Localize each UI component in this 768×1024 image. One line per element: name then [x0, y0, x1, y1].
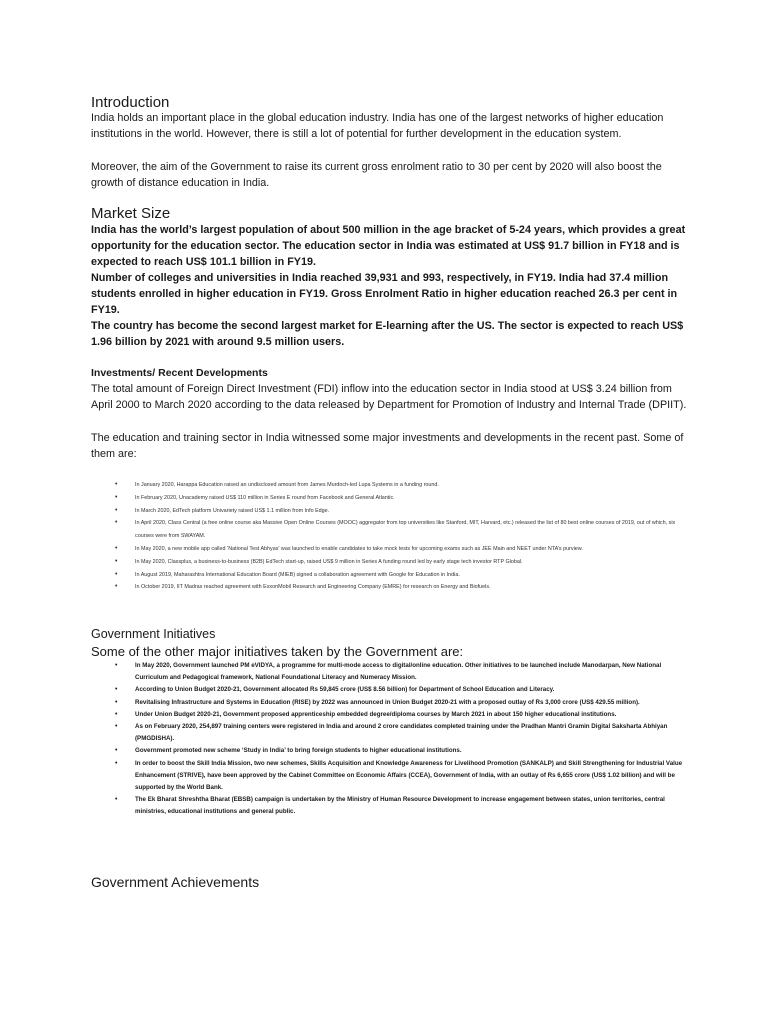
investments-list — [115, 479, 687, 594]
government-initiatives-list — [115, 660, 687, 819]
government-initiatives-heading: Government Initiatives — [91, 627, 216, 641]
market-paragraph-1: India has the world’s largest population of about 500 million in the age bracket of 5-24 years, which provides a great opportunity for the education sector. The education sector in India was estimated at US$ 91.7 billion in FY18 and is expected to reach US$ 101.1 billion in FY19. — [91, 224, 686, 268]
list-item: • Under Union Budget 2020-21, Government proposed apprenticeship embedded degree/diploma courses by March 2021 in about 150 higher educational institutions. — [115, 709, 687, 721]
introduction-heading: Introduction — [91, 94, 170, 111]
investments-paragraph-2: The education and training sector in India witnessed some major investments and developments in the recent past. Some of them are: — [91, 432, 684, 460]
list-item: • In February 2020, Unacademy raised US$ 110 million in Series E round from Facebook and General Atlantic. — [115, 492, 687, 505]
list-item: • Government promoted new scheme ‘Study in India’ to bring foreign students to higher educational institutions. — [115, 745, 687, 757]
list-item: • In March 2020, EdTech platform Univariety raised US$ 1.1 million from Info Edge. — [115, 505, 687, 518]
market-paragraph-3: The country has become the second largest market for E-learning after the US. The sector is expected to reach US$ 1.96 billion by 2021 with around 9.5 million users. — [91, 320, 684, 348]
list-item: • In October 2019, IIT Madras reached agreement with ExxonMobil Research and Engineering Company (EMRE) for research on Energy and Biofuels. — [115, 581, 687, 594]
government-achievements-heading: Government Achievements — [91, 874, 260, 890]
list-item: • In May 2020, Government launched PM eVIDYA, a programme for multi-mode access to digital/online education. Other initiatives to be launched include Manodarpan, New National Curriculum and Pedagogical framework, National Foundational Literacy and Numeracy Mission. — [115, 660, 687, 684]
list-item: • The Ek Bharat Shreshtha Bharat (EBSB) campaign is undertaken by the Ministry of Human Resource Development to increase engagement between states, union territories, central ministries, educational institutions and general public. — [115, 794, 687, 818]
market-paragraph-2: Number of colleges and universities in India reached 39,931 and 993, respectively, in FY19. India had 37.4 million students enrolled in higher education in FY19. Gross Enrolment Ratio in higher education reached 26.3 per cent in FY19. — [91, 272, 678, 316]
list-item: • In order to boost the Skill India Mission, two new schemes, Skills Acquisition and Knowledge Awareness for Livelihood Promotion (SANKALP) and Skill Strengthening for Industrial Value Enhancement (STRIVE), have been approved by the Cabinet Committee on Economic Affairs (CCEA), Government of India, with an outlay of Rs 6,655 crore (US$ 1.02 billion) and will be supported by the World Bank. — [115, 758, 687, 795]
list-item: • Revitalising Infrastructure and Systems in Education (RISE) by 2022 was announced in Union Budget 2020-21 with a proposed outlay of Rs 3,000 crore (US$ 429.55 million). — [115, 697, 687, 709]
investments-paragraph-1: The total amount of Foreign Direct Investment (FDI) inflow into the education sector in India stood at US$ 3.24 billion from April 2000 to March 2020 according to the data released by Department for Promotion of Industry and Internal Trade (DPIIT). — [91, 383, 687, 411]
intro-paragraph-1: India holds an important place in the global education industry. India has one of the largest networks of higher education institutions in the world. However, there is still a lot of potential for further development in the education system. — [91, 112, 664, 140]
list-item: • In August 2019, Maharashtra International Education Board (MIEB) signed a collaboration agreement with Google for Education in India. — [115, 569, 687, 582]
list-item: • In January 2020, Harappa Education raised an undisclosed amount from James Murdoch-led Lupa Systems in a funding round. — [115, 479, 687, 492]
intro-paragraph-2: Moreover, the aim of the Government to raise its current gross enrolment ratio to 30 per cent by 2020 will also boost the growth of distance education in India. — [91, 161, 662, 189]
market-size-heading: Market Size — [91, 205, 171, 222]
list-item: • In April 2020, Class Central (a free online course aka Massive Open Online Courses (MOOC) aggregator from top universities like Stanford, MIT, Harvard, etc.) released the list of 80 best online courses of 2019, out of which, six courses were from SWAYAM. — [115, 517, 687, 543]
list-item: • In May 2020, Classplus, a business-to-business (B2B) EdTech start-up, raised US$ 9 million in Series A funding round led by early stage tech investor RTP Global. — [115, 556, 687, 569]
government-initiatives-subheading: Some of the other major initiatives taken by the Government are: — [91, 644, 464, 659]
list-item: • In May 2020, a new mobile app called ‘National Test Abhyas’ was launched to enable candidates to take mock tests for upcoming exams such as JEE Main and NEET under NTA’s purview. — [115, 543, 687, 556]
list-item: • As on February 2020, 254,897 training centers were registered in India and around 2 crore candidates completed training under the Pradhan Mantri Gramin Digital Saksharta Abhiyan (PMGDISHA). — [115, 721, 687, 745]
list-item: • According to Union Budget 2020-21, Government allocated Rs 59,845 crore (US$ 8.56 billion) for Department of School Education and Literacy. — [115, 684, 687, 696]
investments-heading: Investments/ Recent Developments — [91, 367, 268, 379]
